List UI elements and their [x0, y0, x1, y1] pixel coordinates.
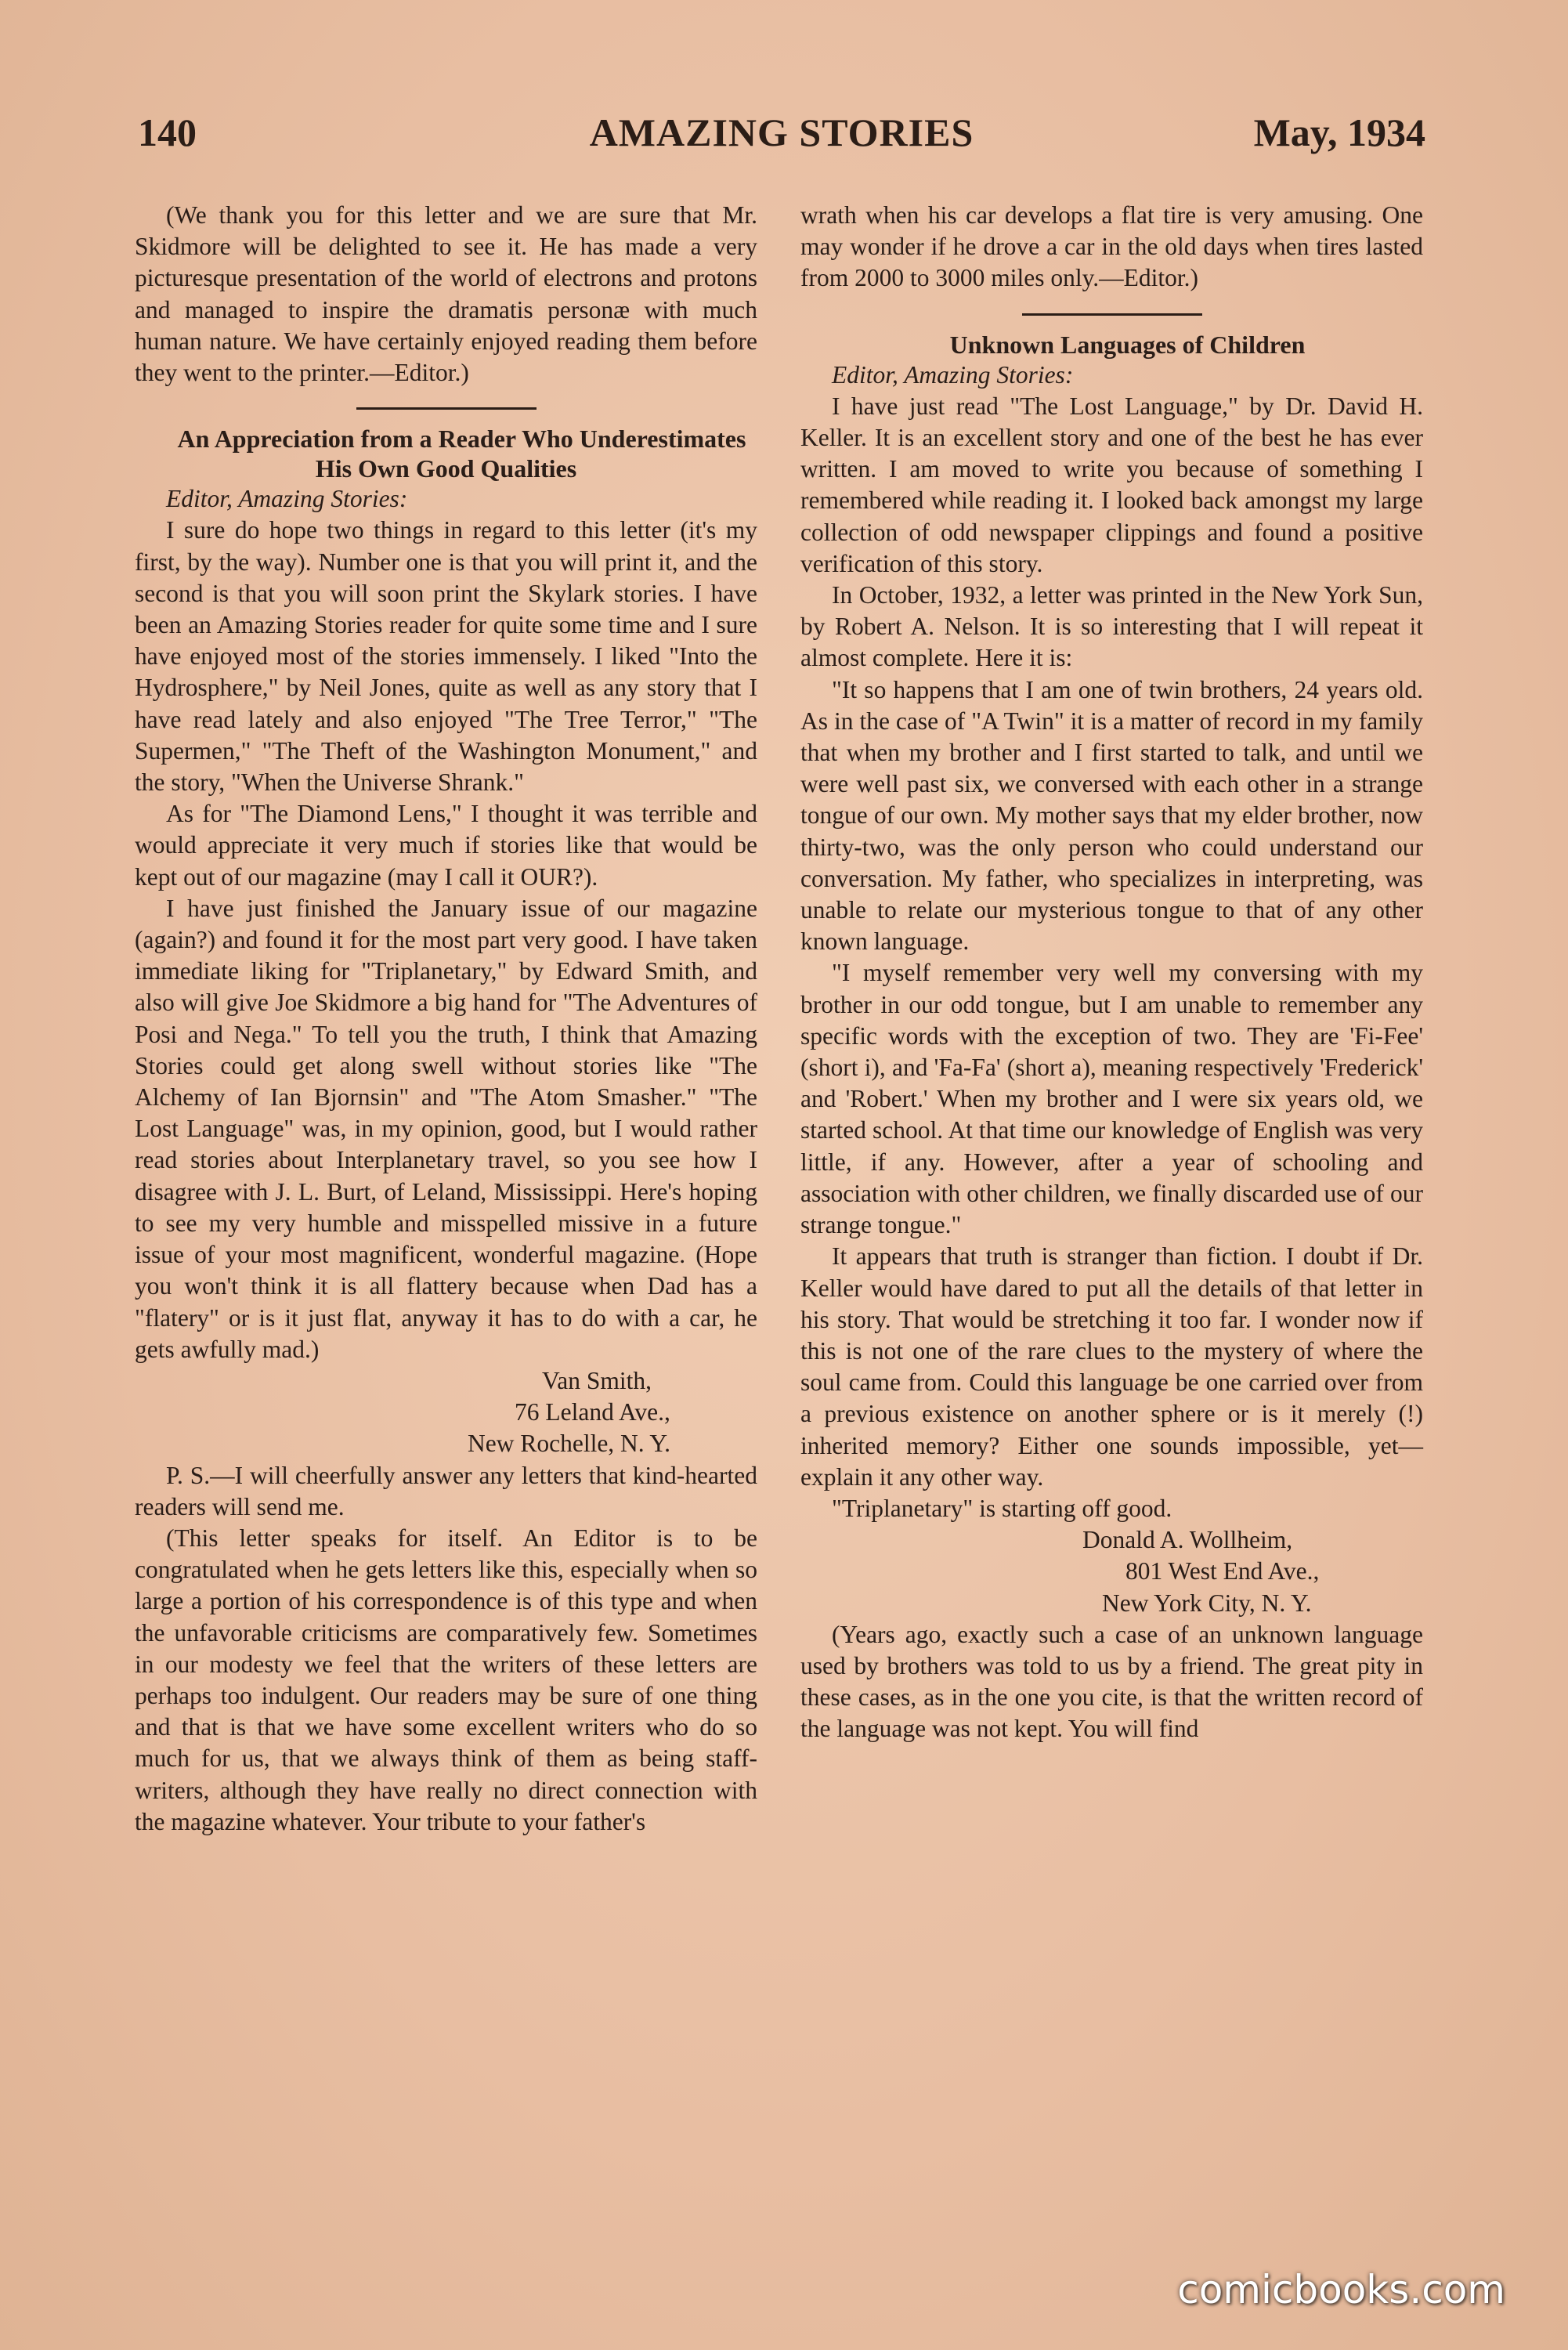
letter-heading: An Appreciation from a Reader Who Underestimates His Own Good Qualities [177, 425, 746, 483]
letter-paragraph: It appears that truth is stranger than fiction. I doubt if Dr. Keller would have dared to put all the details of that letter in his story. That would be stretching it too far. I wonder now if this is not one of the rare clues to the mystery of where the soul came from. Could this language be one carried over from a previous existence on another sphere or is it merely (!) inherited memory? Either one sounds impossible, yet—explain it any other way. [800, 1242, 1423, 1491]
letter-heading: Unknown Languages of Children [949, 330, 1306, 359]
section-divider [356, 407, 537, 410]
letter-paragraph: I have just read "The Lost Language," by Dr. David H. Keller. It is an excellent story and one of the best he has ever written. I am moved to write you because of something I remembered while reading it. I looked back amongst my large collection of odd newspaper clippings and found a positive verification of this story. [800, 392, 1423, 577]
editor-reply: (This letter speaks for itself. An Editor is to be congratulated when he gets letters like this, especially when so large a portion of his correspondence is of this type and when the unfavorable criticisms are comparatively few. Sometimes in our modesty we feel that the writers of these letters are perhaps too indulgent. Our readers may be sure of one thing and that is that we have some excellent writers who do so much for us, that we always think of them as being staff-writers, although they have really no direct connection with the magazine whatever. Your tribute to your father's [135, 1524, 757, 1835]
editor-reply: (Years ago, exactly such a case of an unknown language used by brothers was told to us by a friend. The great pity in these cases, as in the one you cite, is that the written record of the language was not kept. You will find [800, 1620, 1423, 1743]
signature-name: Van Smith, [542, 1366, 652, 1394]
signature-name: Donald A. Wollheim, [1082, 1526, 1293, 1554]
signature-address: 801 West End Ave., [1125, 1557, 1320, 1585]
letter-paragraph: "Triplanetary" is starting off good. [832, 1494, 1172, 1522]
left-column [135, 200, 757, 1838]
letter-salutation: Editor, Amazing Stories: [166, 485, 408, 513]
letter-paragraph: "I myself remember very well my conversing with my brother in our odd tongue, but I am unable to remember any specific words with the exception of two. They are 'Fi-Fee' (short i), and 'Fa-Fa' (short a), meaning respectively 'Frederick' and 'Robert.' When my brother and I were six years old, we started school. At that time our knowledge of English was very little, if any. However, after a year of schooling and association with other children, we finally discarded use of our strange tongue." [800, 959, 1423, 1239]
magazine-title: AMAZING STORIES [589, 110, 974, 154]
right-column [800, 200, 1423, 1745]
letter-paragraph: I sure do hope two things in regard to this letter (it's my first, by the way). Number one is that you will print it, and the second is that you will soon print the Skylark stories. I have been an Amazing Stories reader for quite some time and I sure have enjoyed most of the stories immensely. I liked "Into the Hydrosphere," by Neil Jones, quite as well as any story that I have read lately and also enjoyed "The Tree Terror," "The Supermen," "The Theft of the Washington Monument," and the story, "When the Universe Shrank." [135, 516, 757, 797]
letter-paragraph: I have just finished the January issue of our magazine (again?) and found it for the most part very good. I have taken immediate liking for "Triplanetary," by Edward Smith, and also will give Joe Skidmore a big hand for "The Adventures of Posi and Nega." To tell you the truth, I think that Amazing Stories could get along swell without stories like "The Alchemy of Ian Bjornsin" and "The Atom Smasher." "The Lost Language" was, in my opinion, good, but I would rather read stories about Interplanetary travel, so you see how I disagree with J. L. Burt, of Leland, Mississippi. Here's hoping to see my very humble and misspelled missive in a future issue of your most magnificent, wonderful magazine. (Hope you won't think it is all flattery because when Dad has a "flatery" or is it just flat, anyway it has to do with a car, he gets awfully mad.) [135, 894, 757, 1363]
section-divider [1022, 313, 1202, 316]
postscript: P. S.—I will cheerfully answer any letters that kind-hearted readers will send me. [135, 1461, 757, 1520]
signature-city: New Rochelle, N. Y. [468, 1430, 670, 1458]
signature-address: 76 Leland Ave., [515, 1398, 670, 1426]
letter-paragraph: In October, 1932, a letter was printed in the New York Sun, by Robert A. Nelson. It is so interesting that I will repeat it almost complete. Here it is: [800, 581, 1423, 672]
letter-salutation: Editor, Amazing Stories: [832, 360, 1074, 389]
letter-paragraph: As for "The Diamond Lens," I thought it was terrible and would appreciate it very much if stories like that would be kept out of our magazine (may I call it OUR?). [135, 800, 757, 891]
running-header [138, 110, 1425, 164]
page-number: 140 [138, 110, 197, 154]
editor-note: (We thank you for this letter and we are sure that Mr. Skidmore will be delighted to see it. He has made a very picturesque presentation of the world of electrons and protons and managed to inspire the dramatis personæ with much human nature. We have certainly enjoyed reading them before they went to the printer.—Editor.) [135, 201, 757, 387]
issue-date: May, 1934 [1253, 110, 1425, 154]
signature-city: New York City, N. Y. [1102, 1589, 1312, 1617]
editor-reply-continued: wrath when his car develops a flat tire is very amusing. One may wonder if he drove a car in the old days when tires lasted from 2000 to 3000 miles only.—Editor.) [800, 201, 1423, 292]
site-watermark: comicbooks.com [1177, 2267, 1505, 2312]
letter-paragraph: "It so happens that I am one of twin brothers, 24 years old. As in the case of "A Twin" it is a matter of record in my family that when my brother and I first started to talk, and until we were well past six, we conversed with each other in a strange tongue of our own. My mother says that my elder brother, now thirty-two, was the only person who could understand our conversation. My father, who specializes in interpreting, was unable to relate our mysterious tongue to that of any other known language. [800, 675, 1423, 956]
